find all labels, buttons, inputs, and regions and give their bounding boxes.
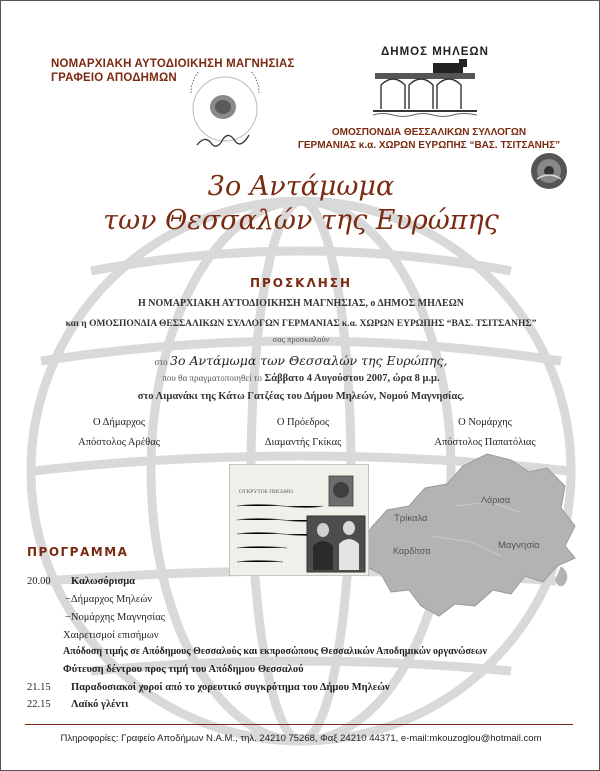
invitation-line-4 (1, 353, 600, 368)
program-item-5: Απόδοση τιμής σε Απόδημους Θεσσαλούς και εκπροσώπους Θεσσαλικών Αποδημικών οργανώσεων (63, 646, 487, 657)
signatory-name-prefect: Απόστολος Παπατόλιας (434, 437, 536, 448)
postcard-illustration (229, 464, 369, 576)
footer-divider (25, 724, 573, 725)
program-item-7 (27, 682, 390, 693)
program-time-8: 22.15 (27, 699, 51, 710)
footer-contact-info: Πληροφορίες: Γραφείο Αποδήμων Ν.Α.Μ., τηλ. 24210 75268, Φαξ 24210 44371, e-mail:mkouzoglou@hotmail.com (60, 733, 542, 744)
program-time-7: 21.15 (27, 682, 51, 693)
invitation-line-2: και η ΟΜΟΣΠΟΝΔΙΑ ΘΕΣΣΑΛΙΚΩΝ ΣΥΛΛΟΓΩΝ ΓΕΡΜΑΝΙΑΣ κ.α. ΧΩΡΩΝ ΕΥΡΩΠΗΣ “ΒΑΣ. ΤΣΙΤΣΑΝΗΣ” (65, 319, 537, 329)
program-text-7: Παραδοσιακοί χοροί από το χορευτικό συγκρότημα του Δήμου Μηλεών (71, 682, 390, 693)
office-name: ΓΡΑΦΕΙΟ ΑΠΟΔΗΜΩΝ (51, 72, 177, 84)
thessaly-map (351, 446, 581, 621)
invitation-prefix-date: που θα πραγματοποιηθεί το (162, 373, 262, 383)
map-label-karditsa: Καρδίτσα (393, 546, 431, 556)
invitation-date: Σάββατο 4 Αυγούστου 2007, ώρα 8 μ.μ. (264, 373, 440, 384)
program-item-1 (27, 576, 135, 587)
municipality-name: ΔΗΜΟΣ ΜΗΛΕΩΝ (381, 46, 489, 58)
program-item-3: −Νομάρχης Μαγνησίας (65, 612, 165, 623)
signatory-role-president: Ο Πρόεδρος (276, 417, 330, 428)
program-heading: ΠΡΟΓΡΑΜΜΑ (27, 545, 129, 559)
invitation-line-3: σας προσκαλούν (272, 334, 330, 344)
event-title-line2: των Θεσσαλών της Ευρώπης (103, 205, 499, 236)
signatory-name-mayor: Απόστολος Αρέθας (78, 437, 160, 448)
invitation-heading: ΠΡΟΣΚΛΗΣΗ (249, 276, 353, 290)
map-label-larisa: Λάρισα (481, 495, 511, 505)
program-item-4: Χαιρετισμοί επισήμων (63, 630, 159, 641)
federation-heading (279, 126, 579, 152)
program-item-8 (27, 699, 128, 710)
prefecture-name: ΝΟΜΑΡΧΙΑΚΗ ΑΥΤΟΔΙΟΙΚΗΣΗ ΜΑΓΝΗΣΙΑΣ (51, 58, 295, 70)
invitation-venue: στο Λιμανάκι της Κάτω Γατζέας του Δήμου Μηλεών, Νομού Μαγνησίας. (137, 391, 465, 402)
invitation-prefix-at: στο (154, 357, 168, 367)
prefecture-seal-logo (177, 71, 273, 161)
invitation-line-1: Η ΝΟΜΑΡΧΙΑΚΗ ΑΥΤΟΔΙΟΙΚΗΣΗ ΜΑΓΝΗΣΙΑΣ, ο ΔΗΜΟΣ ΜΗΛΕΩΝ (138, 298, 464, 309)
program-text-1: Καλωσόρισμα (71, 576, 136, 587)
invitation-line-5 (1, 373, 600, 384)
federation-name: ΟΜΟΣΠΟΝΔΙΑ ΘΕΣΣΑΛΙΚΩΝ ΣΥΛΛΟΓΩΝ (331, 127, 527, 138)
bridge-logo (373, 59, 477, 117)
program-item-2: −Δήμαρχος Μηλεών (65, 594, 152, 605)
map-label-magnisia: Μαγνησία (498, 540, 540, 551)
postcard-header: ΟΤΚΡΥΤΟΕ ПИСЬМО. (239, 489, 295, 495)
vintage-postcard-photo (229, 464, 369, 576)
program-text-8: Λαϊκό γλέντι (71, 699, 129, 710)
signatory-role-mayor: Ο Δήμαρχος (92, 417, 146, 428)
invitation-event-name: 3ο Αντάμωμα των Θεσσαλών της Ευρώπης, (170, 353, 448, 368)
signatory-name-president: Διαμαντής Γκίκας (264, 437, 342, 448)
program-time-1: 20.00 (27, 576, 51, 587)
signatory-role-prefect: Ο Νομάρχης (458, 417, 512, 428)
federation-region: ΓΕΡΜΑΝΙΑΣ κ.α. ΧΩΡΩΝ ΕΥΡΩΠΗΣ “ΒΑΣ. ΤΣΙΤΣΑΝΗΣ” (297, 140, 561, 151)
map-label-trikala: Τρίκαλα (394, 513, 428, 524)
event-title-line1: 3ο Αντάμωμα (207, 171, 395, 202)
program-item-6: Φύτευση δέντρου προς τιμή του Απόδημου Θεσσαλού (63, 664, 304, 675)
